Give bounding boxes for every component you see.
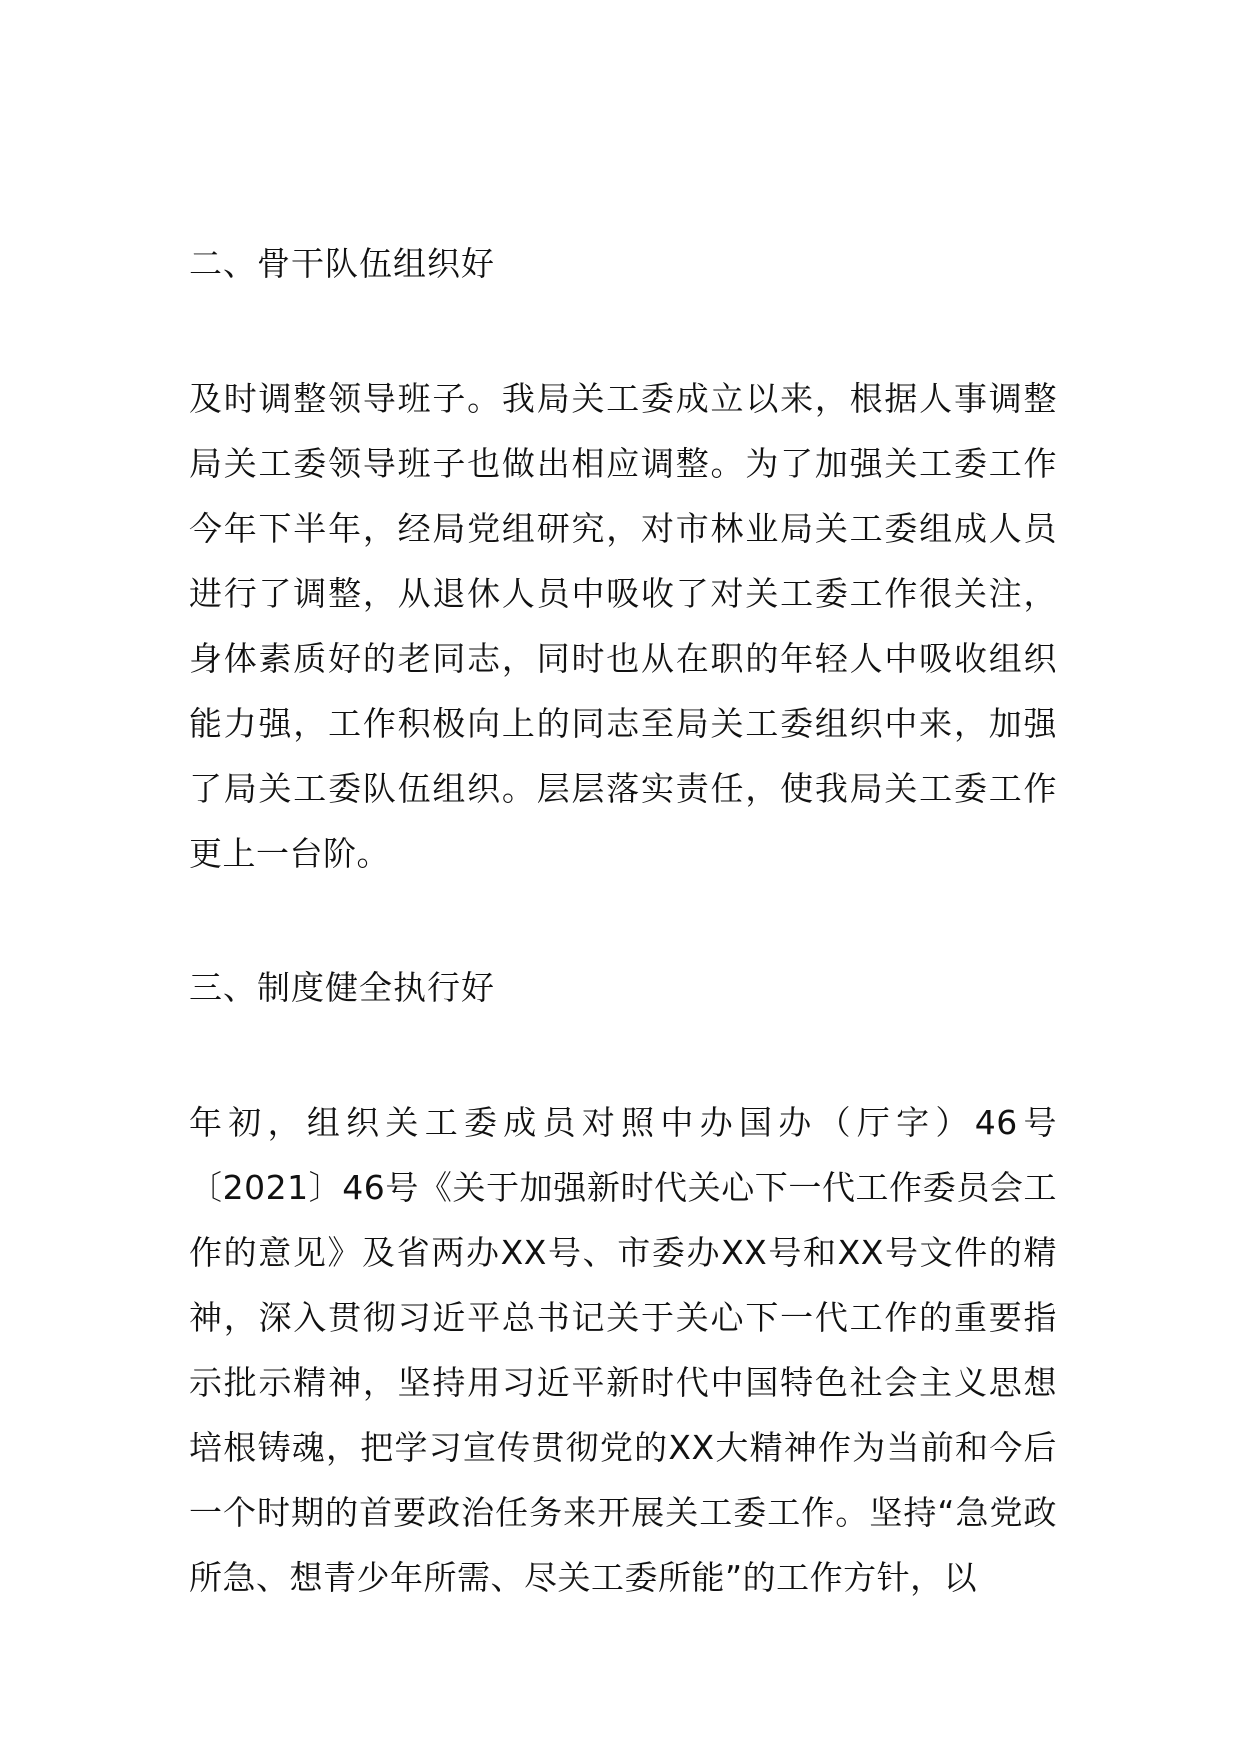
section-paragraph: 年初，组织关工委成员对照中办国办（厅字）46号〔2021〕46号《关于加强新时代关心下一代工作委员会工作的意见》及省两办XX号、市委办XX号和XX号文件的精神，深入贯彻习近平总书记关于关心下一代工作的重要指示批示精神，坚持用习近平新时代中国特色社会主义思想培根铸魂，把学习宣传贯彻党的XX大精神作为当前和今后一个时期的首要政治任务来开展关工委工作。坚持“急党政所急、想青少年所需、尽关工委所能”的工作方针，以 bbox=[189, 1103, 1057, 1597]
spacer bbox=[189, 296, 1057, 366]
spacer bbox=[189, 886, 1057, 956]
document-body bbox=[189, 232, 1057, 1610]
section-heading: 二、骨干队伍组织好 bbox=[189, 244, 495, 283]
section-paragraph: 及时调整领导班子。我局关工委成立以来，根据人事调整局关工委领导班子也做出相应调整。为了加强关工委工作今年下半年，经局党组研究，对市林业局关工委组成人员进行了调整，从退休人员中吸收了对关工委工作很关注，身体素质好的老同志，同时也从在职的年轻人中吸收组织能力强，工作积极向上的同志至局关工委组织中来，加强了局关工委队伍组织。层层落实责任，使我局关工委工作更上一台阶。 bbox=[189, 379, 1057, 873]
section-heading: 三、制度健全执行好 bbox=[189, 968, 495, 1007]
spacer bbox=[189, 1020, 1057, 1090]
